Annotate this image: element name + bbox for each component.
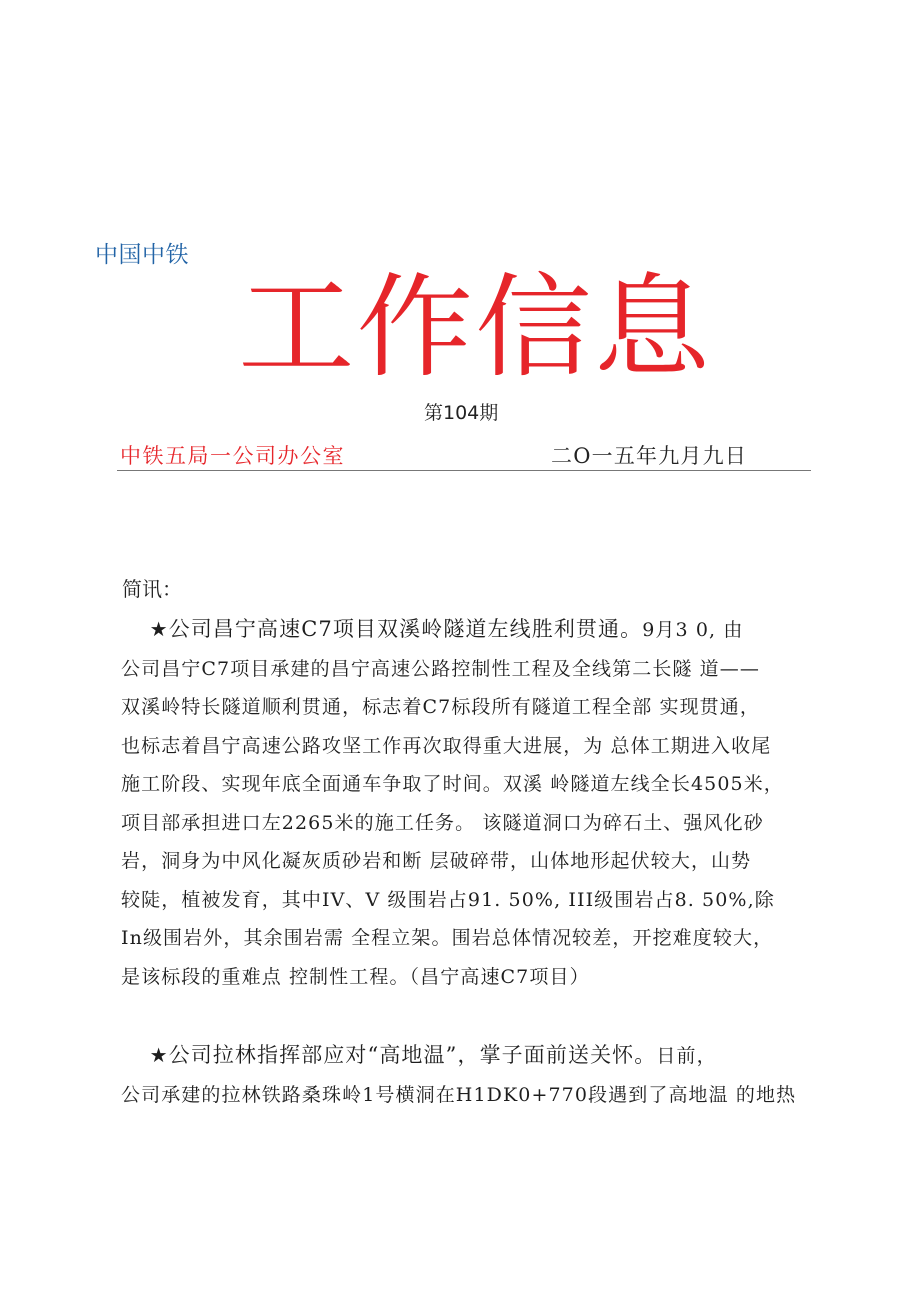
article-1-line-4: 施工阶段、实现年底全面通车争取了时间。双溪 岭隧道左线全长4505米， [121, 773, 784, 795]
article-2 [121, 1036, 821, 1114]
article-1-line-3: 也标志着昌宁高速公路攻坚工作再次取得重大进展，为 总体工期进入收尾 [121, 734, 772, 757]
article-1-text: 9月3 0, 由 [642, 619, 744, 641]
star-icon: ★ [149, 617, 169, 641]
issue-date: 二O一五年九月九日 [551, 444, 748, 468]
article-1-line-8: In级围岩外，其余围岩需 全程立架。围岩总体情况较差，开挖难度较大， [121, 927, 774, 949]
article-1-line-2: 双溪岭特长隧道顺利贯通，标志着C7标段所有隧道工程全部 实现贯通， [121, 696, 760, 718]
issuing-office: 中铁五局一公司办公室 [120, 444, 345, 468]
article-1-line-0 [121, 610, 821, 650]
article-2-text: 日前， [656, 1045, 717, 1067]
article-1-line-5: 项目部承担进口左2265米的施工任务。 该隧道洞口为碎石土、强风化砂 [121, 811, 764, 834]
star-icon: ★ [149, 1043, 169, 1067]
header-rule [117, 470, 811, 471]
article-1-line-6: 岩，洞身为中风化凝灰质砂岩和断 层破碎带，山体地形起伏较大，山势 [121, 850, 752, 872]
article-1-line-9: 是该标段的重难点 控制性工程。（昌宁高速C7项目） [121, 965, 590, 988]
brand-logo-text: 中国中铁 [95, 242, 189, 268]
article-2-headline: 公司拉林指挥部应对“高地温”，掌子面前送关怀。 [168, 1043, 657, 1067]
article-1 [121, 610, 821, 996]
masthead-title: 工作信息 [238, 263, 713, 393]
section-label: 简讯： [122, 577, 182, 601]
article-1-line-1: 公司昌宁C7项目承建的昌宁高速公路控制性工程及全线第二长隧 道—— [121, 657, 760, 680]
article-2-line-0 [121, 1036, 821, 1076]
article-1-headline: 公司昌宁高速C7项目双溪岭隧道左线胜利贯通。 [168, 617, 643, 641]
article-1-line-7: 较陡，植被发育，其中IV、V 级围岩占91. 50%, III级围岩占8. 50%,除 [121, 888, 775, 911]
article-2-line-1: 公司承建的拉林铁路桑珠岭1号横洞在H1DK0+770段遇到了高地温 的地热 [121, 1083, 797, 1106]
issue-number: 第104期 [424, 402, 499, 424]
